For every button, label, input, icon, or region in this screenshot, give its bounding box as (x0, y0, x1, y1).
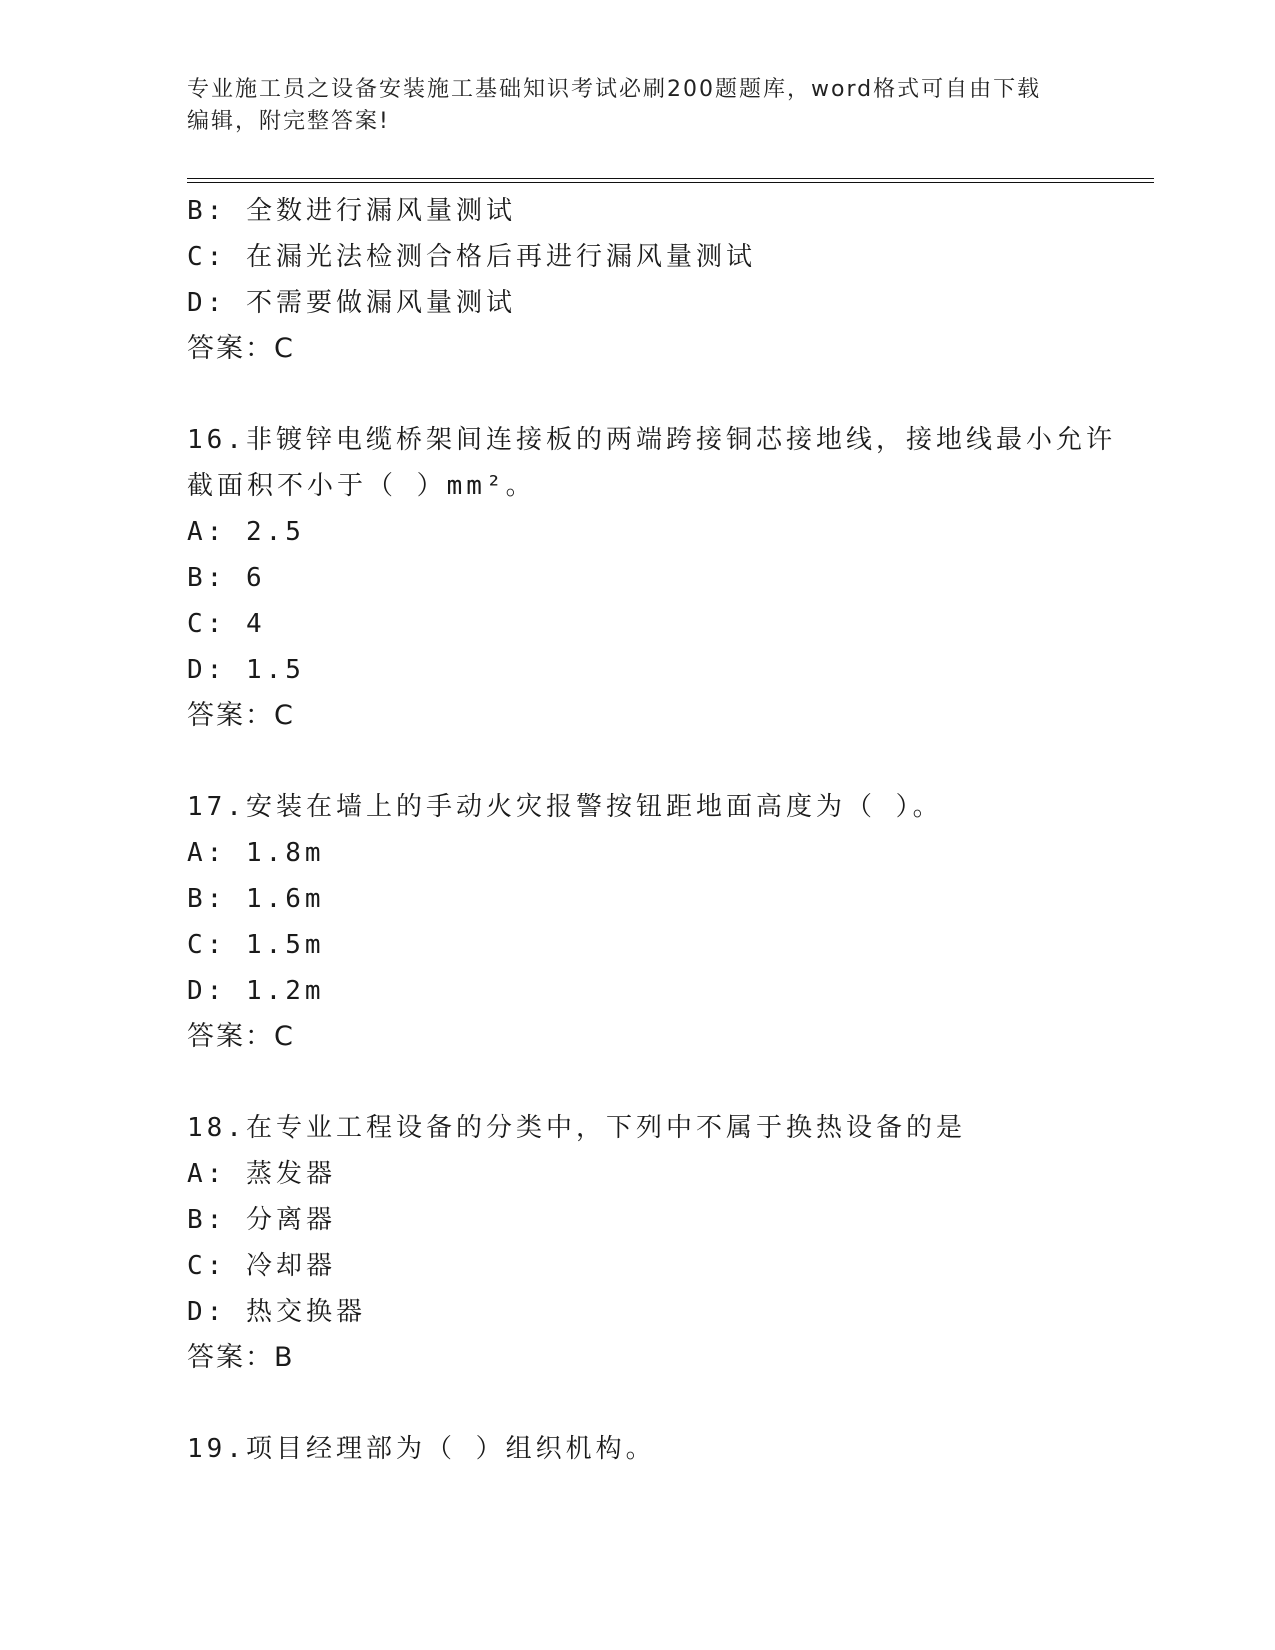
option-d: D: 热交换器 (187, 1297, 366, 1327)
question-18 (187, 1105, 1147, 1381)
option-c: C: 冷却器 (187, 1251, 336, 1281)
question-stem: 17.安装在墙上的手动火灾报警按钮距地面高度为（ ）。 (187, 792, 943, 822)
answer: 答案：C (187, 1021, 295, 1052)
option-b: B: 6 (187, 563, 266, 593)
question-list (187, 188, 1147, 1472)
option-d: D: 不需要做漏风量测试 (187, 288, 516, 318)
question-stem: 18.在专业工程设备的分类中，下列中不属于换热设备的是 (187, 1113, 966, 1143)
spacer (187, 739, 1147, 784)
question-17 (187, 784, 1147, 1060)
header-title-line1: 专业施工员之设备安装施工基础知识考试必刷200题题库，word格式可自由下载 (187, 77, 1042, 102)
option-a: A: 1.8m (187, 838, 325, 868)
option-c: C: 1.5m (187, 930, 325, 960)
spacer (187, 1060, 1147, 1105)
question-stem-continued: 截面积不小于（ ）mm²。 (187, 471, 536, 501)
header-divider-top (187, 178, 1154, 179)
option-d: D: 1.5 (187, 655, 305, 685)
spacer (187, 1381, 1147, 1426)
answer: 答案：C (187, 333, 295, 364)
document-header (187, 74, 1087, 138)
option-d: D: 1.2m (187, 976, 325, 1006)
spacer (187, 372, 1147, 417)
answer: 答案：C (187, 700, 295, 731)
option-a: A: 2.5 (187, 517, 305, 547)
option-c: C: 在漏光法检测合格后再进行漏风量测试 (187, 242, 756, 272)
header-title-line2: 编辑，附完整答案! (187, 109, 390, 134)
option-b: B: 分离器 (187, 1205, 336, 1235)
question-stem: 16.非镀锌电缆桥架间连接板的两端跨接铜芯接地线，接地线最小允许 (187, 425, 1116, 455)
answer: 答案：B (187, 1342, 295, 1373)
question-stem: 19.项目经理部为（ ）组织机构。 (187, 1434, 656, 1464)
option-c: C: 4 (187, 609, 266, 639)
header-divider-bottom (187, 182, 1154, 183)
question-16 (187, 417, 1147, 739)
question-15-partial (187, 188, 1147, 372)
option-b: B: 全数进行漏风量测试 (187, 196, 516, 226)
option-b: B: 1.6m (187, 884, 325, 914)
option-a: A: 蒸发器 (187, 1159, 336, 1189)
question-19 (187, 1426, 1147, 1472)
